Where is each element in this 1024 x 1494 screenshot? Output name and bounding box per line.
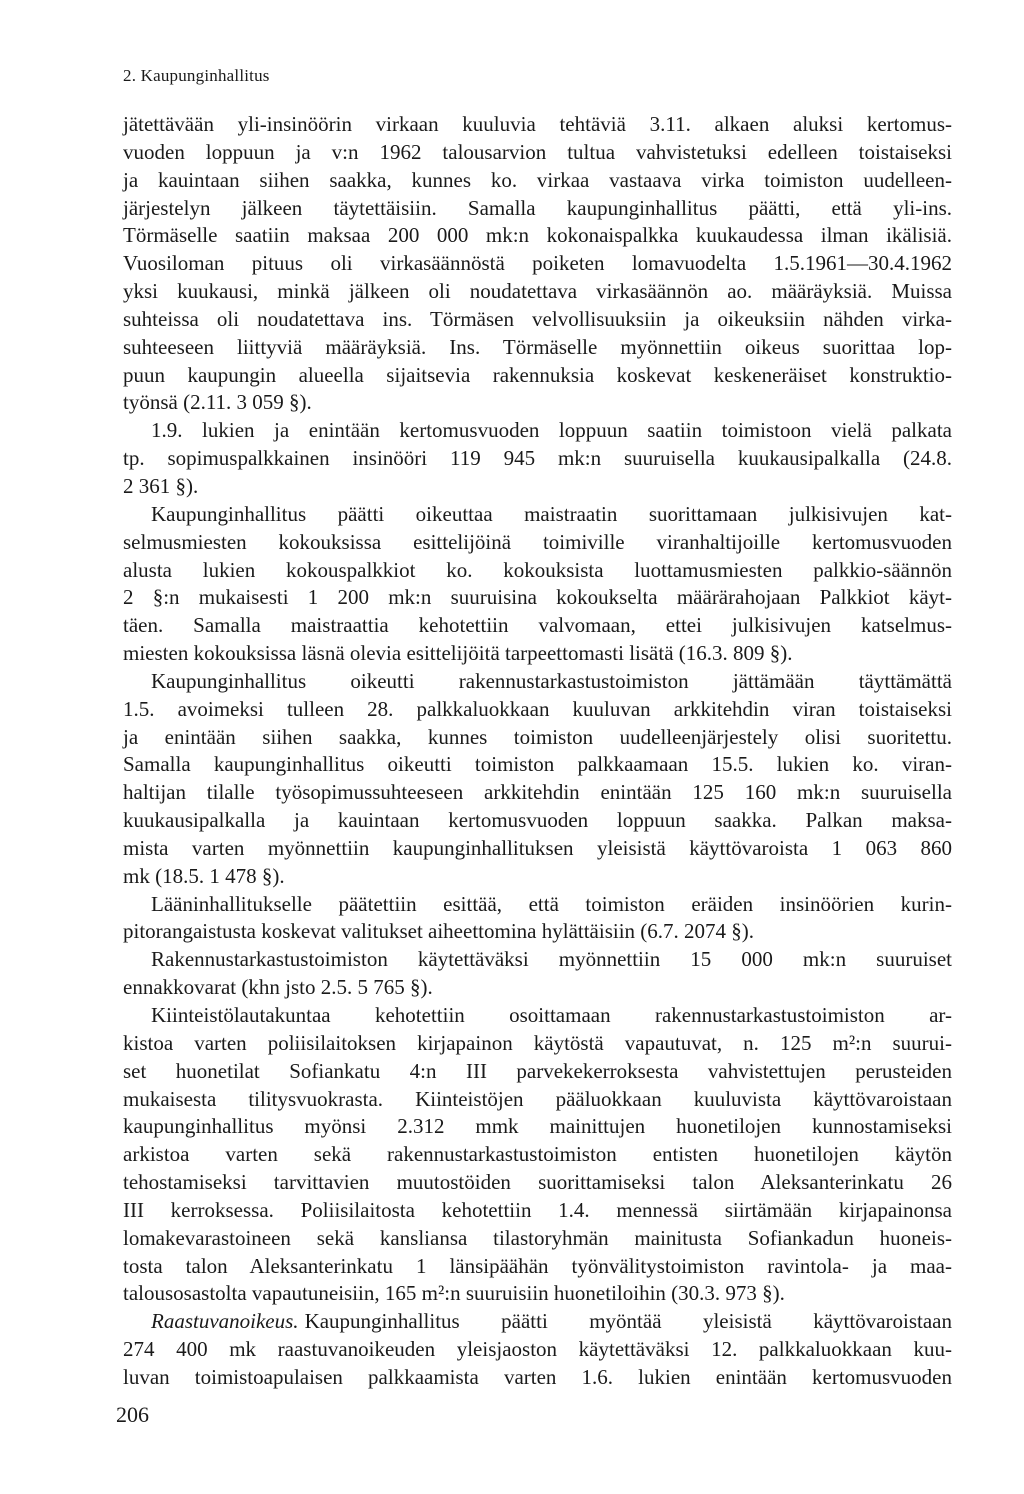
text-line: järjestelyn jälkeen täytettäisiin. Samalla kaupunginhallitus päätti, että yli-ins. [123,195,952,220]
text-line: jätettävään yli-insinöörin virkaan kuuluvia tehtäviä 3.11. alkaen aluksi kertomus- [123,112,952,136]
section-heading-raastuvanoikeus: Raastuvanoikeus. [151,1309,299,1334]
page-number: 206 [116,1402,149,1427]
text-line: mukaisesta tilitysvuokrasta. Kiinteistöjen pääluokkaan kuuluvista käyttövaroistaan [123,1086,952,1111]
running-head: 2. Kaupunginhallitus [123,66,270,85]
text-line: haltijan tilalle työsopimussuhteeseen arkkitehdin enintään 125 160 mk:n suuruisella [123,780,952,805]
text-line: Vuosiloman pituus oli virkasäännöstä poiketen lomavuodelta 1.5.1961—30.4.1962 [123,251,952,276]
text-line: puun kaupungin alueella sijaitsevia rakennuksia koskevat keskeneräiset konstruktio- [123,362,952,387]
text-line: tehostamiseksi tarvittavien muutostöiden suorittamiseksi talon Aleksanterinkatu 26 [123,1170,952,1195]
text-line: Kaupunginhallitus päätti oikeuttaa maistraatin suorittamaan julkisivujen kat- [151,501,952,526]
text-line: Törmäselle saatiin maksaa 200 000 mk:n kokonaispalkka kuukaudessa ilman ikälisiä. [123,223,952,248]
text-line: 2 §:n mukaisesti 1 200 mk:n suuruisina kokoukselta määrärahojaan Palkkiot käyt- [123,585,952,610]
text-line: selmusmiesten kokouksissa esittelijöinä toimiville viranhaltijoille kertomusvuoden [123,529,952,554]
text-line: miesten kokouksissa läsnä olevia esittelijöitä tarpeettomasti lisätä (16.3. 809 §). [123,641,793,666]
text-line: työnsä (2.11. 3 059 §). [123,390,312,415]
text-line: 274 400 mk raastuvanoikeuden yleisjaoston käytettäväksi 12. palkkaluokkaan kuu- [123,1337,952,1362]
text-line: 1.9. lukien ja enintään kertomusvuoden loppuun saatiin toimistoon vielä palkata [151,418,952,443]
text-line: 1.5. avoimeksi tulleen 28. palkkaluokkaan kuuluvan arkkitehdin viran toistaiseksi [123,696,952,721]
text-line: ja enintään siihen saakka, kunnes toimiston uudelleenjärjestely olisi suoritettu. [123,724,952,749]
text-line: set huonetilat Sofiankatu 4:n III parvekekerroksesta vahvistettujen perusteiden [123,1058,952,1083]
text-line: tosta talon Aleksanterinkatu 1 länsipäähän työnvälitystoimiston ravintola- ja maa- [123,1253,952,1278]
text-line: kistoa varten poliisilaitoksen kirjapainon käytöstä vapautuvat, n. 125 m²:n suurui- [123,1030,952,1055]
text-line: Rakennustarkastustoimiston käytettäväksi myönnettiin 15 000 mk:n suuruiset [151,947,952,972]
text-line: yksi kuukausi, minkä jälkeen oli noudatettava virkasäännön ao. määräyksiä. Muissa [123,279,952,304]
text-line: luvan toimistoapulaisen palkkaamista varten 1.6. lukien enintään kertomusvuoden [123,1364,952,1389]
text-line: mk (18.5. 1 478 §). [123,863,285,888]
body-text [123,111,952,1392]
text-line: lomakevarastoineen sekä kansliansa tilastoryhmän mainitusta Sofiankadun huoneis- [123,1225,952,1250]
text-line: tp. sopimuspalkkainen insinööri 119 945 mk:n suuruisella kuukausipalkalla (24.8. [123,446,952,471]
text-line: talousosastolta vapautuneisiin, 165 m²:n suuruisiin huonetiloihin (30.3. 973 §). [123,1281,785,1306]
text-line: kaupunginhallitus myönsi 2.312 mmk mainittujen huonetilojen kunnostamiseksi [123,1114,952,1139]
text-line: III kerroksessa. Poliisilaitosta kehotettiin 1.4. mennessä siirtämään kirjapainonsa [123,1197,952,1222]
text-line: Kaupunginhallitus oikeutti rakennustarkastustoimiston jättämään täyttämättä [151,668,952,693]
text-line: ennakkovarat (khn jsto 2.5. 5 765 §). [123,975,433,1000]
text-line: täen. Samalla maistraattia kehotettiin valvomaan, ettei julkisivujen katselmus- [123,613,952,638]
text-line: kuukausipalkalla ja kauintaan kertomusvuoden loppuun saakka. Palkan maksa- [123,808,952,833]
text-line: mista varten myönnettiin kaupunginhallituksen yleisistä käyttövaroista 1 063 860 [123,835,952,860]
text-line: arkistoa varten sekä rakennustarkastustoimiston entisten huonetilojen käytön [123,1142,952,1167]
text-line: alusta lukien kokouspalkkiot ko. kokouksista luottamusmiesten palkkio-säännön [123,557,952,582]
text-line-fragment: Kaupunginhallitus päätti myöntää yleisistä käyttövaroistaan [304,1309,952,1334]
text-line: 2 361 §). [123,473,199,498]
section-heading-line [123,1308,952,1336]
text-line: pitorangaistusta koskevat valitukset aiheettomina hylättäisiin (6.7. 2074 §). [123,919,755,944]
text-line: suhteeseen liittyviä määräyksiä. Ins. Törmäselle myönnettiin oikeus suorittaa lop- [123,334,952,359]
text-line: Lääninhallitukselle päätettiin esittää, että toimiston eräiden insinöörien kurin- [151,891,952,916]
text-line: Samalla kaupunginhallitus oikeutti toimiston palkkaamaan 15.5. lukien ko. viran- [123,752,952,777]
text-line: Kiinteistölautakuntaa kehotettiin osoittamaan rakennustarkastustoimiston ar- [151,1003,952,1027]
text-line: suhteissa oli noudatettava ins. Törmäsen velvollisuuksiin ja oikeuksiin nähden virka- [123,306,952,331]
text-line: vuoden loppuun ja v:n 1962 talousarvion tultua vahvistetuksi edelleen toistaiseksi [123,139,952,164]
text-line: ja kauintaan siihen saakka, kunnes ko. virkaa vastaava virka toimiston uudelleen- [123,167,952,192]
